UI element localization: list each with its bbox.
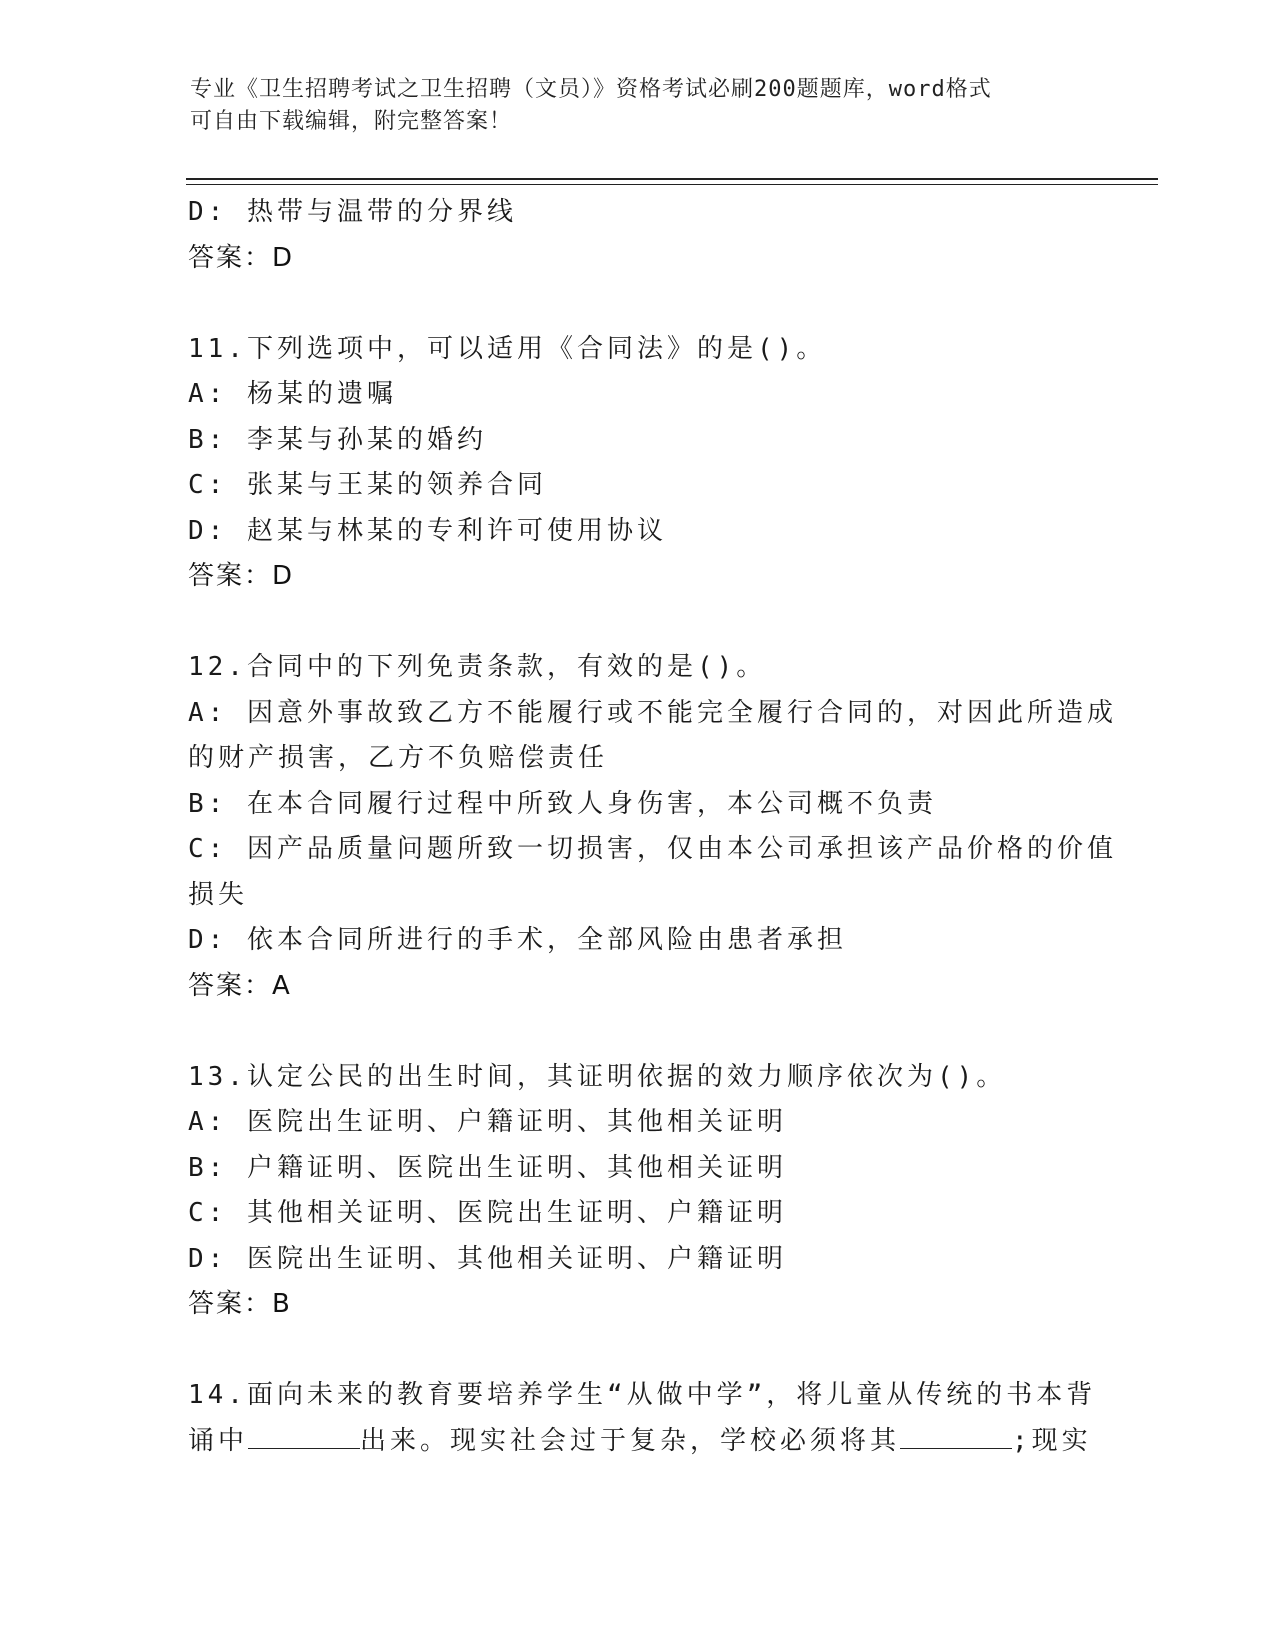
option-b: B: 户籍证明、医院出生证明、其他相关证明: [188, 1152, 787, 1183]
question-12: [188, 645, 1117, 1009]
option-c: C: 张某与王某的领养合同: [188, 470, 547, 500]
option-b: B: 李某与孙某的婚约: [188, 424, 487, 455]
fill-blank: [248, 1426, 360, 1449]
question-14: [188, 1373, 1097, 1464]
question-stem-line-1: 14.面向未来的教育要培养学生“从做中学”，将儿童从传统的书本背: [188, 1380, 1097, 1410]
question-stem: 13.认定公民的出生时间，其证明依据的效力顺序依次为()。: [188, 1061, 1007, 1092]
option-a-line-1: A: 因意外事故致乙方不能履行或不能完全履行合同的，对因此所造成: [188, 697, 1117, 728]
question-stem: 12.合同中的下列免责条款，有效的是()。: [188, 652, 767, 682]
stem-text: 出来。现实社会过于复杂，学校必须将其: [360, 1425, 901, 1456]
answer: 答案：B: [188, 1289, 292, 1319]
question-10: [188, 190, 1088, 281]
question-list: [188, 190, 1117, 1464]
header-rule-thin: [186, 184, 1158, 185]
question-13: [188, 1055, 1088, 1328]
header-line-2: 可自由下载编辑，附完整答案！: [190, 109, 513, 134]
stem-text: ;现实: [1012, 1425, 1092, 1456]
option-a: A: 医院出生证明、户籍证明、其他相关证明: [188, 1107, 787, 1137]
option-b: B: 在本合同履行过程中所致人身伤害，本公司概不负责: [188, 788, 937, 819]
option-c: C: 其他相关证明、医院出生证明、户籍证明: [188, 1198, 787, 1228]
document-header: [190, 74, 1090, 138]
answer: 答案：A: [188, 970, 292, 1001]
option-c-line-1: C: 因产品质量问题所致一切损害，仅由本公司承担该产品价格的价值: [188, 834, 1117, 864]
header-rule-thick: [186, 178, 1158, 180]
option-d: D: 依本合同所进行的手术，全部风险由患者承担: [188, 925, 847, 955]
answer: 答案：D: [188, 561, 295, 591]
option-a: A: 杨某的遗嘱: [188, 379, 397, 409]
header-line-1: 专业《卫生招聘考试之卫生招聘（文员）》资格考试必刷200题题库，word格式: [190, 77, 992, 102]
question-11: [188, 327, 1088, 600]
option-a-line-2: 的财产损害，乙方不负赔偿责任: [188, 743, 609, 773]
answer: 答案：D: [188, 242, 295, 273]
option-c-line-2: 损失: [188, 879, 249, 910]
option-d: D: 热带与温带的分界线: [188, 197, 517, 227]
question-stem: 11.下列选项中，可以适用《合同法》的是()。: [188, 333, 827, 364]
fill-blank: [900, 1426, 1012, 1449]
stem-text: 诵中: [188, 1425, 249, 1456]
question-stem-line-2: [188, 1419, 1092, 1465]
option-d: D: 赵某与林某的专利许可使用协议: [188, 515, 667, 546]
option-d: D: 医院出生证明、其他相关证明、户籍证明: [188, 1243, 787, 1274]
